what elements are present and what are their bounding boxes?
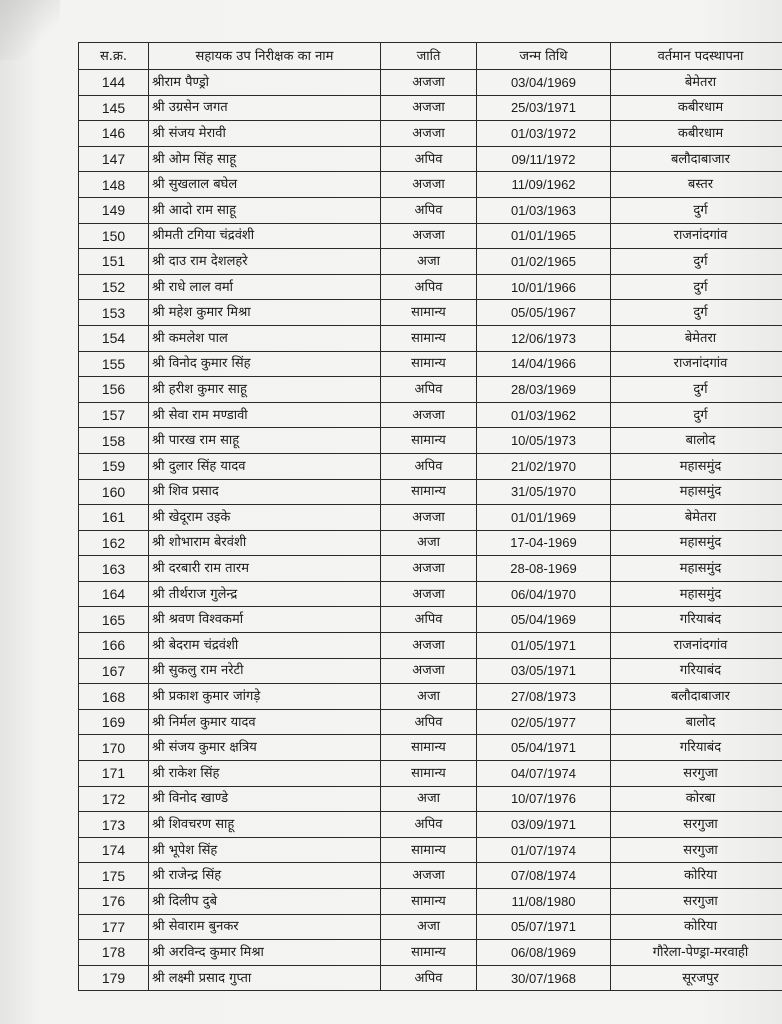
date-of-birth-cell: 12/06/1973: [477, 325, 611, 351]
posting-cell: महासमुंद: [611, 479, 782, 505]
category-cell: अजजा: [381, 556, 477, 582]
table-row: [79, 223, 782, 249]
table-row: [79, 325, 782, 351]
posting-cell: दुर्ग: [611, 274, 782, 300]
table-row: [79, 453, 782, 479]
name-cell: श्री श्रवण विश्वकर्मा: [149, 607, 381, 633]
name-cell: श्री शोभाराम बेरवंशी: [149, 530, 381, 556]
name-cell: श्री लक्ष्मी प्रसाद गुप्ता: [149, 965, 381, 991]
category-cell: सामान्य: [381, 837, 477, 863]
category-cell: सामान्य: [381, 351, 477, 377]
posting-cell: महासमुंद: [611, 581, 782, 607]
name-cell: श्रीराम पैण्ड्रो: [149, 70, 381, 96]
table-row: [79, 786, 782, 812]
serial-number-cell: 145: [79, 95, 149, 121]
date-of-birth-cell: 03/05/1971: [477, 658, 611, 684]
serial-number-cell: 172: [79, 786, 149, 812]
category-cell: अपिव: [381, 812, 477, 838]
category-cell: अजजा: [381, 658, 477, 684]
serial-number-cell: 169: [79, 709, 149, 735]
serial-number-cell: 154: [79, 325, 149, 351]
table-row: [79, 197, 782, 223]
table-row: [79, 479, 782, 505]
date-of-birth-cell: 25/03/1971: [477, 95, 611, 121]
posting-cell: सरगुजा: [611, 812, 782, 838]
name-cell: श्री खेदूराम उइके: [149, 505, 381, 531]
date-of-birth-cell: 10/07/1976: [477, 786, 611, 812]
category-cell: अपिव: [381, 146, 477, 172]
name-cell: श्री सुखलाल बघेल: [149, 172, 381, 198]
table-row: [79, 428, 782, 454]
table-row: [79, 530, 782, 556]
table-row: [79, 274, 782, 300]
name-cell: श्री राधे लाल वर्मा: [149, 274, 381, 300]
posting-cell: दुर्ग: [611, 402, 782, 428]
date-of-birth-cell: 03/04/1969: [477, 70, 611, 96]
name-cell: श्री निर्मल कुमार यादव: [149, 709, 381, 735]
serial-number-cell: 164: [79, 581, 149, 607]
category-cell: अजजा: [381, 95, 477, 121]
serial-number-cell: 159: [79, 453, 149, 479]
name-cell: श्री अरविन्द कुमार मिश्रा: [149, 940, 381, 966]
posting-cell: बेमेतरा: [611, 325, 782, 351]
name-cell: श्री आदो राम साहू: [149, 197, 381, 223]
date-of-birth-cell: 01/01/1965: [477, 223, 611, 249]
posting-cell: बस्तर: [611, 172, 782, 198]
posting-cell: सरगुजा: [611, 889, 782, 915]
name-cell: श्री ओम सिंह साहू: [149, 146, 381, 172]
table-header-row: [79, 43, 782, 70]
date-of-birth-cell: 01/05/1971: [477, 633, 611, 659]
posting-cell: कोरिया: [611, 863, 782, 889]
posting-cell: महासमुंद: [611, 530, 782, 556]
name-cell: श्री शिव प्रसाद: [149, 479, 381, 505]
date-of-birth-cell: 05/05/1967: [477, 300, 611, 326]
date-of-birth-cell: 01/02/1965: [477, 249, 611, 275]
posting-cell: गरियाबंद: [611, 658, 782, 684]
category-cell: अजजा: [381, 402, 477, 428]
date-of-birth-cell: 10/05/1973: [477, 428, 611, 454]
serial-number-cell: 146: [79, 121, 149, 147]
date-of-birth-cell: 27/08/1973: [477, 684, 611, 710]
serial-number-cell: 144: [79, 70, 149, 96]
table-row: [79, 837, 782, 863]
personnel-table: [78, 42, 782, 991]
posting-cell: गरियाबंद: [611, 607, 782, 633]
serial-number-cell: 168: [79, 684, 149, 710]
category-cell: अपिव: [381, 274, 477, 300]
name-cell: श्री विनोद खाण्डे: [149, 786, 381, 812]
name-cell: श्री बेदराम चंद्रवंशी: [149, 633, 381, 659]
date-of-birth-cell: 05/07/1971: [477, 914, 611, 940]
posting-cell: बालोद: [611, 709, 782, 735]
name-cell: श्री भूपेश सिंह: [149, 837, 381, 863]
category-cell: सामान्य: [381, 761, 477, 787]
table-row: [79, 300, 782, 326]
date-of-birth-cell: 06/08/1969: [477, 940, 611, 966]
serial-number-cell: 157: [79, 402, 149, 428]
table-row: [79, 377, 782, 403]
category-cell: अपिव: [381, 965, 477, 991]
serial-number-cell: 150: [79, 223, 149, 249]
date-of-birth-cell: 30/07/1968: [477, 965, 611, 991]
name-cell: श्री दरबारी राम तारम: [149, 556, 381, 582]
name-cell: श्री पारख राम साहू: [149, 428, 381, 454]
table-row: [79, 684, 782, 710]
posting-cell: गरियाबंद: [611, 735, 782, 761]
date-of-birth-cell: 28/03/1969: [477, 377, 611, 403]
serial-number-cell: 179: [79, 965, 149, 991]
serial-number-cell: 173: [79, 812, 149, 838]
name-cell: श्री दाउ राम देशलहरे: [149, 249, 381, 275]
name-cell: श्री सुकलु राम नरेटी: [149, 658, 381, 684]
posting-cell: गौरेला-पेण्ड्रा-मरवाही: [611, 940, 782, 966]
name-cell: श्री महेश कुमार मिश्रा: [149, 300, 381, 326]
date-of-birth-cell: 05/04/1969: [477, 607, 611, 633]
category-cell: अपिव: [381, 453, 477, 479]
date-of-birth-cell: 14/04/1966: [477, 351, 611, 377]
category-cell: सामान्य: [381, 300, 477, 326]
posting-cell: कोरिया: [611, 914, 782, 940]
posting-cell: दुर्ग: [611, 377, 782, 403]
name-cell: श्री कमलेश पाल: [149, 325, 381, 351]
serial-number-cell: 160: [79, 479, 149, 505]
date-of-birth-cell: 09/11/1972: [477, 146, 611, 172]
posting-cell: महासमुंद: [611, 453, 782, 479]
category-cell: सामान्य: [381, 889, 477, 915]
serial-number-cell: 156: [79, 377, 149, 403]
header-date-of-birth: जन्म तिथि: [477, 43, 611, 70]
table-row: [79, 658, 782, 684]
name-cell: श्री राकेश सिंह: [149, 761, 381, 787]
serial-number-cell: 158: [79, 428, 149, 454]
posting-cell: राजनांदगांव: [611, 633, 782, 659]
category-cell: सामान्य: [381, 325, 477, 351]
name-cell: श्री तीर्थराज गुलेन्द्र: [149, 581, 381, 607]
name-cell: श्री प्रकाश कुमार जांगड़े: [149, 684, 381, 710]
serial-number-cell: 165: [79, 607, 149, 633]
date-of-birth-cell: 01/01/1969: [477, 505, 611, 531]
category-cell: सामान्य: [381, 940, 477, 966]
posting-cell: दुर्ग: [611, 197, 782, 223]
table-row: [79, 812, 782, 838]
date-of-birth-cell: 17-04-1969: [477, 530, 611, 556]
serial-number-cell: 155: [79, 351, 149, 377]
name-cell: श्री संजय मेरावी: [149, 121, 381, 147]
serial-number-cell: 148: [79, 172, 149, 198]
serial-number-cell: 147: [79, 146, 149, 172]
table-row: [79, 351, 782, 377]
date-of-birth-cell: 04/07/1974: [477, 761, 611, 787]
table-row: [79, 940, 782, 966]
table-row: [79, 709, 782, 735]
posting-cell: बालोद: [611, 428, 782, 454]
category-cell: सामान्य: [381, 735, 477, 761]
posting-cell: राजनांदगांव: [611, 351, 782, 377]
category-cell: अजजा: [381, 223, 477, 249]
header-current-posting: वर्तमान पदस्थापना: [611, 43, 782, 70]
date-of-birth-cell: 01/03/1972: [477, 121, 611, 147]
posting-cell: दुर्ग: [611, 300, 782, 326]
table-row: [79, 95, 782, 121]
name-cell: श्री दिलीप दुबे: [149, 889, 381, 915]
category-cell: अजा: [381, 530, 477, 556]
date-of-birth-cell: 10/01/1966: [477, 274, 611, 300]
date-of-birth-cell: 03/09/1971: [477, 812, 611, 838]
table-row: [79, 556, 782, 582]
date-of-birth-cell: 11/08/1980: [477, 889, 611, 915]
category-cell: अपिव: [381, 607, 477, 633]
date-of-birth-cell: 11/09/1962: [477, 172, 611, 198]
date-of-birth-cell: 31/05/1970: [477, 479, 611, 505]
date-of-birth-cell: 01/03/1962: [477, 402, 611, 428]
serial-number-cell: 174: [79, 837, 149, 863]
header-serial-number: स.क्र.: [79, 43, 149, 70]
serial-number-cell: 167: [79, 658, 149, 684]
date-of-birth-cell: 21/02/1970: [477, 453, 611, 479]
posting-cell: कबीरधाम: [611, 121, 782, 147]
posting-cell: बलौदाबाजार: [611, 146, 782, 172]
serial-number-cell: 176: [79, 889, 149, 915]
serial-number-cell: 170: [79, 735, 149, 761]
category-cell: अजा: [381, 684, 477, 710]
category-cell: अजजा: [381, 70, 477, 96]
header-name: सहायक उप निरीक्षक का नाम: [149, 43, 381, 70]
name-cell: श्री उग्रसेन जगत: [149, 95, 381, 121]
table-row: [79, 633, 782, 659]
date-of-birth-cell: 28-08-1969: [477, 556, 611, 582]
date-of-birth-cell: 01/03/1963: [477, 197, 611, 223]
posting-cell: बेमेतरा: [611, 70, 782, 96]
name-cell: श्रीमती टगिया चंद्रवंशी: [149, 223, 381, 249]
category-cell: सामान्य: [381, 428, 477, 454]
posting-cell: कबीरधाम: [611, 95, 782, 121]
serial-number-cell: 177: [79, 914, 149, 940]
name-cell: श्री राजेन्द्र सिंह: [149, 863, 381, 889]
category-cell: अजजा: [381, 633, 477, 659]
posting-cell: सूरजपुर: [611, 965, 782, 991]
category-cell: अपिव: [381, 197, 477, 223]
date-of-birth-cell: 05/04/1971: [477, 735, 611, 761]
serial-number-cell: 163: [79, 556, 149, 582]
table-row: [79, 607, 782, 633]
date-of-birth-cell: 06/04/1970: [477, 581, 611, 607]
category-cell: अजजा: [381, 505, 477, 531]
category-cell: अजजा: [381, 581, 477, 607]
table-row: [79, 914, 782, 940]
table-row: [79, 121, 782, 147]
table-row: [79, 505, 782, 531]
category-cell: अजजा: [381, 863, 477, 889]
table-row: [79, 146, 782, 172]
table-row: [79, 863, 782, 889]
name-cell: श्री दुलार सिंह यादव: [149, 453, 381, 479]
table-row: [79, 581, 782, 607]
table-body: [79, 70, 782, 991]
serial-number-cell: 166: [79, 633, 149, 659]
posting-cell: राजनांदगांव: [611, 223, 782, 249]
name-cell: श्री शिवचरण साहू: [149, 812, 381, 838]
table-row: [79, 249, 782, 275]
category-cell: अजजा: [381, 172, 477, 198]
serial-number-cell: 161: [79, 505, 149, 531]
serial-number-cell: 153: [79, 300, 149, 326]
serial-number-cell: 152: [79, 274, 149, 300]
date-of-birth-cell: 02/05/1977: [477, 709, 611, 735]
page-corner-shadow: [0, 0, 60, 60]
posting-cell: दुर्ग: [611, 249, 782, 275]
table-row: [79, 735, 782, 761]
name-cell: श्री विनोद कुमार सिंह: [149, 351, 381, 377]
table-row: [79, 965, 782, 991]
category-cell: अजा: [381, 249, 477, 275]
serial-number-cell: 171: [79, 761, 149, 787]
date-of-birth-cell: 01/07/1974: [477, 837, 611, 863]
serial-number-cell: 149: [79, 197, 149, 223]
table-row: [79, 761, 782, 787]
table-row: [79, 889, 782, 915]
name-cell: श्री सेवाराम बुनकर: [149, 914, 381, 940]
name-cell: श्री हरीश कुमार साहू: [149, 377, 381, 403]
category-cell: अजा: [381, 914, 477, 940]
posting-cell: महासमुंद: [611, 556, 782, 582]
category-cell: अपिव: [381, 709, 477, 735]
category-cell: अपिव: [381, 377, 477, 403]
table-row: [79, 402, 782, 428]
serial-number-cell: 151: [79, 249, 149, 275]
posting-cell: बेमेतरा: [611, 505, 782, 531]
date-of-birth-cell: 07/08/1974: [477, 863, 611, 889]
posting-cell: कोरबा: [611, 786, 782, 812]
category-cell: अजा: [381, 786, 477, 812]
table-row: [79, 70, 782, 96]
name-cell: श्री सेवा राम मण्डावी: [149, 402, 381, 428]
category-cell: अजजा: [381, 121, 477, 147]
serial-number-cell: 178: [79, 940, 149, 966]
posting-cell: सरगुजा: [611, 837, 782, 863]
category-cell: सामान्य: [381, 479, 477, 505]
posting-cell: बलौदाबाजार: [611, 684, 782, 710]
header-category: जाति: [381, 43, 477, 70]
name-cell: श्री संजय कुमार क्षत्रिय: [149, 735, 381, 761]
serial-number-cell: 175: [79, 863, 149, 889]
table-row: [79, 172, 782, 198]
serial-number-cell: 162: [79, 530, 149, 556]
posting-cell: सरगुजा: [611, 761, 782, 787]
